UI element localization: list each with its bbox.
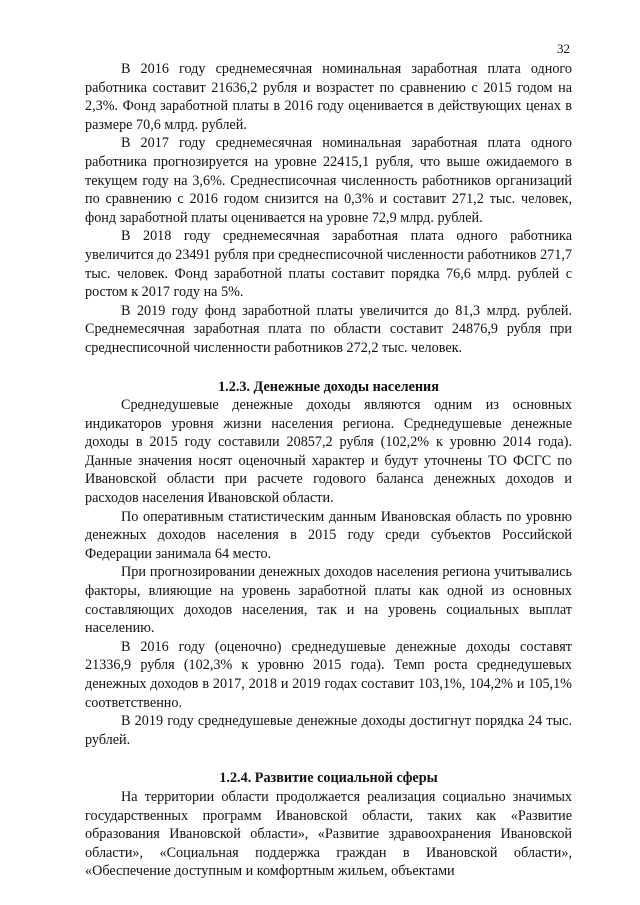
- paragraph-incomes-2019: В 2019 году среднедушевые денежные доходы достигнут порядка 24 тыс. рублей.: [85, 713, 572, 748]
- section-spacer: [85, 749, 572, 769]
- paragraph-incomes-intro: Среднедушевые денежные доходы являются одним из основных индикаторов уровня жизни населения региона. Среднедушевые денежные доходы в 2015 году составили 20857,2 рубля (102,2% к уровню 2014 года). Данные значения носят оценочный характер и будут уточнены ТО ФСГС по Ивановской области при расчете годового баланса денежных доходов и расходов населения Ивановской области.: [85, 397, 572, 507]
- paragraph-wages-2019: В 2019 году фонд заработной платы увеличится до 81,3 млрд. рублей. Среднемесячная заработная плата по области составит 24876,9 рубля при среднесписочной численности работников 272,2 тыс. человек.: [85, 302, 572, 356]
- section-spacer: [85, 358, 572, 378]
- paragraph-incomes-2016: В 2016 году (оценочно) среднедушевые денежные доходы составят 21336,9 рубля (102,3% к уровню 2015 года). Темп роста среднедушевых денежных доходов в 2017, 2018 и 2019 годах составит 103,1%, 104,2% и 105,1% соответственно.: [85, 638, 572, 711]
- section-heading-social: 1.2.4. Развитие социальной сферы: [219, 770, 438, 787]
- paragraph-wages-2017: В 2017 году среднемесячная номинальная заработная плата одного работника прогнозируется на уровне 22415,1 рубля, что выше ожидаемого в текущем году на 3,6%. Среднесписочная численность работников организаций по сравнению с 2016 годом снизится на 0,3% и составит 271,2 тыс. человек, фонд заработной платы оценивается на уровне 72,9 млрд. рублей.: [85, 135, 572, 226]
- paragraph-wages-2018: В 2018 году среднемесячная заработная плата одного работника увеличится до 23491 рубля при среднесписочной численности работников 271,7 тыс. человек. Фонд заработной платы составит порядка 76,6 млрд. рублей с ростом к 2017 году на 5%.: [85, 228, 572, 301]
- paragraph-incomes-rank: По оперативным статистическим данным Ивановская область по уровню денежных доходов населения в 2015 году среди субъектов Российской Федерации занимала 64 место.: [85, 508, 572, 562]
- paragraph-social-programs: На территории области продолжается реализация социально значимых государственных программ Ивановской области, таких как «Развитие образования Ивановской области», «Развитие здравоохранения Ивановской области», «Социальная поддержка граждан в Ивановской области», «Обеспечение доступным и комфортным жильем, объектами: [85, 788, 572, 880]
- paragraph-wages-2016: В 2016 году среднемесячная номинальная заработная плата одного работника составит 21636,2 рубля и возрастет по сравнению с 2015 годом на 2,3%. Фонд заработной платы в 2016 году оценивается в действующих ценах в размере 70,6 млрд. рублей.: [85, 61, 572, 133]
- paragraph-incomes-factors: При прогнозировании денежных доходов населения региона учитывались факторы, влияющие на уровень заработной платы как одной из основных составляющих доходов населения, так и на уровень социальных выплат населению.: [85, 564, 572, 637]
- page-content: [85, 60, 572, 881]
- section-heading-incomes: 1.2.3. Денежные доходы населения: [218, 378, 439, 395]
- page-number: 32: [557, 41, 570, 56]
